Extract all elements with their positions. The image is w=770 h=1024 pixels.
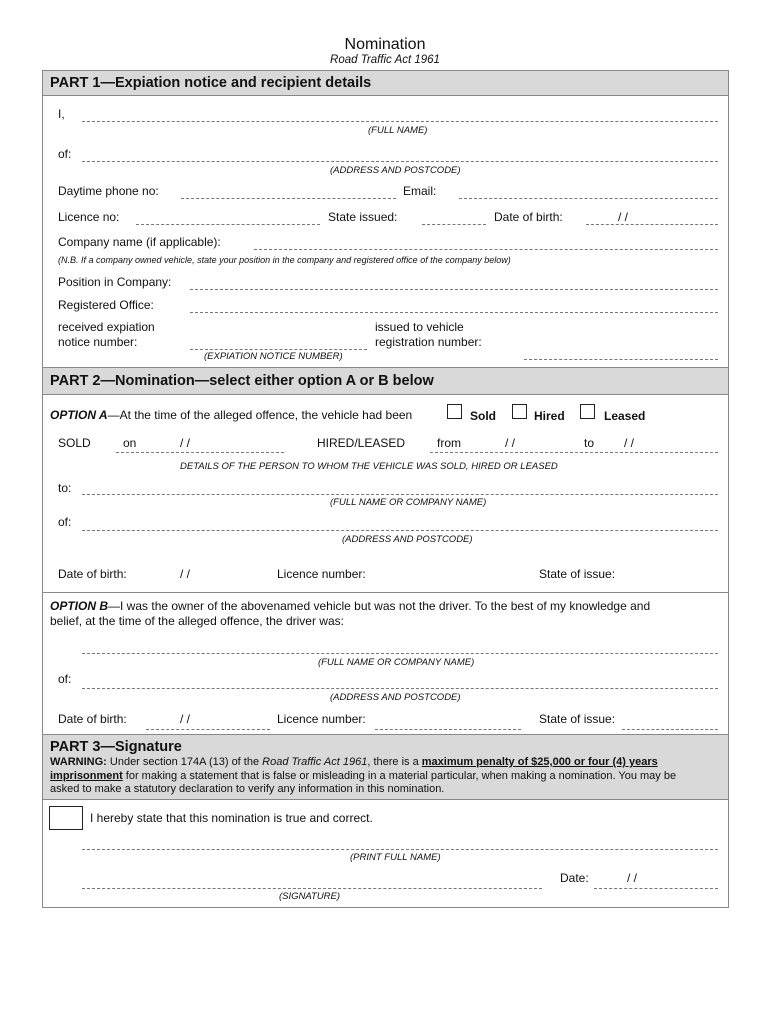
leased-checkbox[interactable] xyxy=(580,404,595,419)
b-address-field[interactable] xyxy=(82,688,718,689)
sold-date-slashes: / / xyxy=(180,436,191,450)
warning-pre: Under section 174A (13) of the xyxy=(106,756,263,768)
a-licence-label: Licence number: xyxy=(277,567,366,581)
daytime-phone-field[interactable] xyxy=(181,198,396,199)
state-issued-field[interactable] xyxy=(422,224,486,225)
received-label-2: notice number: xyxy=(58,335,138,349)
dob-slashes: / / xyxy=(618,210,629,224)
to-date-slashes: / / xyxy=(624,436,635,450)
a-full-name-caption: (FULL NAME OR COMPANY NAME) xyxy=(330,497,487,508)
position-label: Position in Company: xyxy=(58,275,172,289)
part2-heading: PART 2—Nomination—select either option A or B below xyxy=(50,373,434,389)
registered-office-label: Registered Office: xyxy=(58,298,154,312)
b-of-label: of: xyxy=(58,672,72,686)
option-b-label: OPTION B xyxy=(50,599,109,613)
warning-penalty-2: imprisonment xyxy=(50,770,123,782)
a-state-label: State of issue: xyxy=(539,567,616,581)
details-caption: DETAILS OF THE PERSON TO WHOM THE VEHICLE WAS SOLD, HIRED OR LEASED xyxy=(180,461,558,472)
sold-caps-label: SOLD xyxy=(58,436,91,450)
company-field[interactable] xyxy=(254,249,718,250)
position-field[interactable] xyxy=(190,289,718,290)
b-full-name-caption: (FULL NAME OR COMPANY NAME) xyxy=(318,657,475,668)
on-label: on xyxy=(123,436,137,450)
option-b-row xyxy=(50,599,650,613)
b-state-label: State of issue: xyxy=(539,712,616,726)
issued-label-1: issued to vehicle xyxy=(375,320,464,334)
sign-date-field[interactable] xyxy=(594,888,718,889)
received-label-1: received expiation xyxy=(58,320,155,334)
full-name-caption: (FULL NAME) xyxy=(368,125,428,136)
b-dob-slashes: / / xyxy=(180,712,191,726)
dob-label: Date of birth: xyxy=(494,210,563,224)
hired-leased-label: HIRED/LEASED xyxy=(317,436,406,450)
sold-date-field[interactable] xyxy=(116,452,284,453)
a-dob-label: Date of birth: xyxy=(58,567,127,581)
issued-label-2: registration number: xyxy=(375,335,482,349)
part3-heading: PART 3—Signature xyxy=(50,739,182,755)
from-label: from xyxy=(437,436,461,450)
hired-label: Hired xyxy=(534,409,565,423)
signature-caption: (SIGNATURE) xyxy=(279,891,341,902)
registration-number-field[interactable] xyxy=(524,359,718,360)
form-subtitle: Road Traffic Act 1961 xyxy=(330,54,440,66)
company-note: (N.B. If a company owned vehicle, state your position in the company and registered office of the company below) xyxy=(58,255,511,265)
email-label: Email: xyxy=(403,184,437,198)
form-title: Nomination xyxy=(344,36,426,53)
a-address-caption: (ADDRESS AND POSTCODE) xyxy=(342,534,473,545)
a-dob-slashes: / / xyxy=(180,567,191,581)
date-label: Date: xyxy=(560,871,589,885)
daytime-phone-label: Daytime phone no: xyxy=(58,184,159,198)
i-label: I, xyxy=(58,107,65,121)
option-b-text: —I was the owner of the abovenamed vehicle but was not the driver. To the best of my knowledge and xyxy=(108,599,651,613)
option-a-row xyxy=(50,408,412,422)
sign-date-slashes: / / xyxy=(627,871,638,885)
full-name-field[interactable] xyxy=(82,121,718,122)
hired-checkbox[interactable] xyxy=(512,404,527,419)
registered-office-field[interactable] xyxy=(190,312,718,313)
option-a-text: —At the time of the alleged offence, the vehicle had been xyxy=(107,408,413,422)
address-field[interactable] xyxy=(82,161,718,162)
dob-field[interactable] xyxy=(586,224,718,225)
of-label: of: xyxy=(58,147,72,161)
warning-post: for making a statement that is false or misleading in a material particular, when making a nomination. You may be xyxy=(122,770,677,782)
a-full-name-field[interactable] xyxy=(82,494,718,495)
licence-field[interactable] xyxy=(136,224,320,225)
option-a-label: OPTION A xyxy=(50,408,108,422)
part1-heading: PART 1—Expiation notice and recipient details xyxy=(50,75,372,91)
licence-label: Licence no: xyxy=(58,210,120,224)
print-name-caption: (PRINT FULL NAME) xyxy=(350,852,441,863)
part3-header xyxy=(43,734,728,800)
address-caption: (ADDRESS AND POSTCODE) xyxy=(330,165,461,176)
warning-line-3: asked to make a statutory declaration to verify any information in this nomination. xyxy=(50,783,445,795)
b-dob-field[interactable] xyxy=(146,729,270,730)
b-licence-label: Licence number: xyxy=(277,712,366,726)
declaration-text: I hereby state that this nomination is true and correct. xyxy=(90,811,373,825)
expiation-number-field[interactable] xyxy=(190,349,367,350)
part1-header xyxy=(43,70,728,96)
a-address-field[interactable] xyxy=(82,530,718,531)
email-field[interactable] xyxy=(459,198,718,199)
warning-line-1 xyxy=(50,756,658,768)
signature-field[interactable] xyxy=(82,888,542,889)
warning-penalty-1: maximum penalty of $25,000 or four (4) years xyxy=(421,756,658,768)
b-full-name-field[interactable] xyxy=(82,653,718,654)
a-of-label: of: xyxy=(58,515,72,529)
to-label: to: xyxy=(58,481,72,495)
warning-line-2 xyxy=(50,770,676,782)
sold-checkbox[interactable] xyxy=(447,404,462,419)
sold-label: Sold xyxy=(470,409,496,423)
print-name-field[interactable] xyxy=(82,849,718,850)
hire-period-field[interactable] xyxy=(430,452,718,453)
warning-label: WARNING: xyxy=(50,756,107,768)
b-dob-label: Date of birth: xyxy=(58,712,127,726)
b-address-caption: (ADDRESS AND POSTCODE) xyxy=(330,692,461,703)
declaration-checkbox[interactable] xyxy=(49,806,83,830)
option-divider xyxy=(43,592,728,593)
warning-mid: , there is a xyxy=(367,756,422,768)
b-licence-field[interactable] xyxy=(375,729,521,730)
company-label: Company name (if applicable): xyxy=(58,235,221,249)
expiation-caption: (EXPIATION NOTICE NUMBER) xyxy=(204,351,343,362)
warning-act: Road Traffic Act 1961 xyxy=(262,756,368,768)
b-state-field[interactable] xyxy=(622,729,718,730)
option-b-text-2: belief, at the time of the alleged offence, the driver was: xyxy=(50,614,344,628)
leased-label: Leased xyxy=(604,409,646,423)
state-issued-label: State issued: xyxy=(328,210,398,224)
from-date-slashes: / / xyxy=(505,436,516,450)
to-date-label: to xyxy=(584,436,595,450)
part2-header xyxy=(43,367,728,395)
